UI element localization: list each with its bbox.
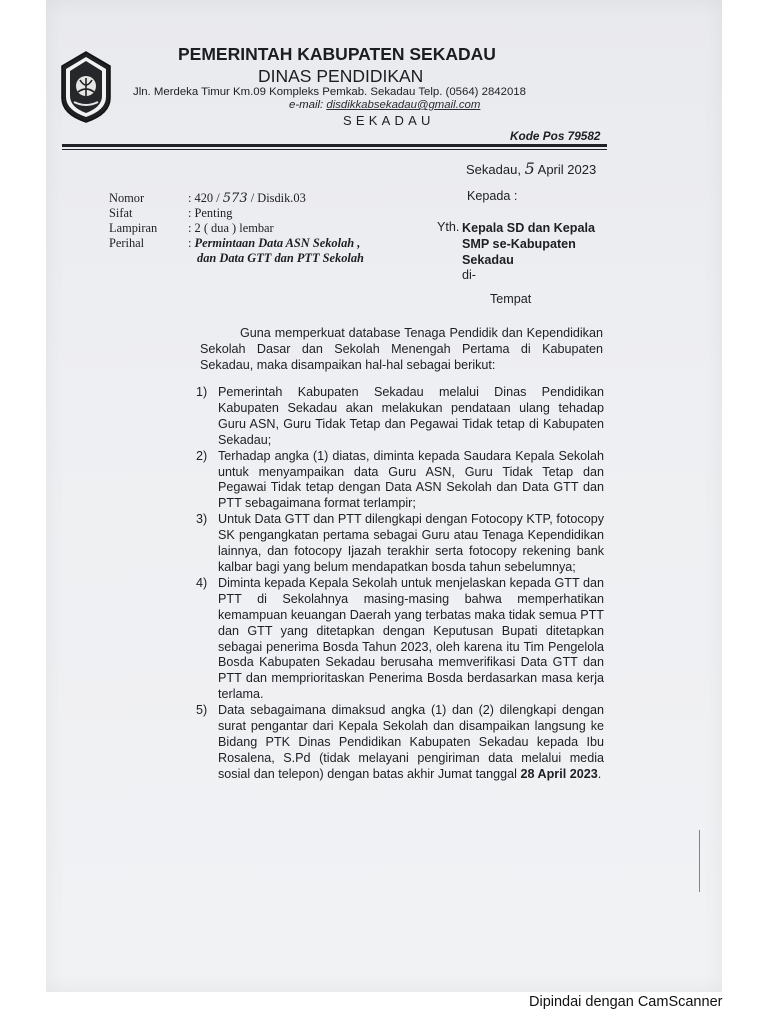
list-item bbox=[196, 449, 604, 513]
letterhead-email-line bbox=[289, 99, 480, 111]
scanned-letter-page bbox=[46, 0, 722, 992]
nomor-suffix: / Disdik.03 bbox=[250, 191, 306, 205]
recipient-kepada: Kepada : bbox=[467, 189, 518, 203]
meta-value: : 2 ( dua ) lembar bbox=[188, 221, 274, 235]
list-item-number: 4) bbox=[196, 575, 208, 590]
list-item-number: 5) bbox=[196, 703, 208, 718]
meta-label: Lampiran bbox=[109, 221, 158, 235]
regency-emblem-icon bbox=[60, 50, 112, 124]
list-item-end: . bbox=[597, 766, 602, 781]
date-day-handwritten: 5 bbox=[524, 159, 535, 178]
letter-date bbox=[466, 159, 596, 178]
date-prefix: Sekadau, bbox=[466, 162, 521, 177]
scanner-watermark-text: Dipindai dengan CamScanner bbox=[529, 994, 723, 1010]
body-intro-paragraph: Guna memperkuat database Tenaga Pendidik dan Kependidikan Sekolah Dasar dan Sekolah Menengah Pertama di Kabupaten Sekadau, maka disampaikan hal-hal sebagai berikut: bbox=[200, 326, 603, 372]
recipient-name: Kepala SD dan Kepala SMP se-Kabupaten Sekadau bbox=[462, 221, 595, 267]
meta-label: Sifat bbox=[109, 206, 133, 220]
list-item-text: Untuk Data GTT dan PTT dilengkapi dengan Fotocopy KTP, fotocopy SK pengangkatan pertama sebagai Guru atau Tenaga Kependidikan lainnya, dan fotocopy Ijazah terakhir serta fotocopy rekening bank kalbar bagi yang belum mendapatkan bosda tahun sebelumnya; bbox=[218, 512, 604, 574]
nomor-prefix: : 420 / bbox=[188, 191, 220, 205]
deadline-date: 28 April 2023 bbox=[520, 766, 598, 781]
meta-label: Nomor bbox=[109, 191, 145, 205]
perihal-line2: dan Data GTT dan PTT Sekolah bbox=[197, 251, 364, 265]
list-item-text: Data sebagaimana dimaksud angka (1) dan (2) dilengkapi dengan surat pengantar dari Kepala Sekolah dan disampaikan langsung ke Bidang PTK Dinas Pendidikan Kabupaten Sekadau kepada Ibu Rosalena, S.Pd (tidak melayani pengiriman data melalui media sosial dan telepon) dengan batas akhir Jumat tanggal bbox=[218, 703, 604, 781]
letterhead-address: Jln. Merdeka Timur Km.09 Kompleks Pemkab. Sekadau Telp. (0564) 2842018 bbox=[133, 86, 526, 98]
recipient-di: di- bbox=[462, 268, 476, 282]
letterhead-city: SEKADAU bbox=[343, 113, 435, 128]
letterhead-postcode: Kode Pos 79582 bbox=[510, 129, 601, 143]
date-month-year: April 2023 bbox=[537, 162, 597, 177]
list-item-text: Diminta kepada Kepala Sekolah untuk menjelaskan kepada GTT dan PTT di Sekolahnya masing-masing bahwa memperhatikan kemampuan keuangan Daerah yang terbatas maka tidak semua PTT dan GTT yang ditetapkan dengan Keputusan Bupati ditetapkan sebagai penerima Bosda Tahun 2023, oleh karena itu Tim Pengelola Bosda Kabupaten Sekadau berusaha memverifikasi Data GTT dan PTT dan memprioritaskan Penerima Bosda berdasarkan masa kerja terlama. bbox=[218, 575, 604, 702]
body-numbered-list bbox=[196, 385, 604, 783]
list-item-number: 1) bbox=[196, 385, 208, 399]
list-item bbox=[196, 385, 604, 449]
letterhead-office-name: DINAS PENDIDIKAN bbox=[258, 66, 424, 86]
recipient-yth: Yth. bbox=[437, 220, 460, 234]
letterhead-government-name: PEMERINTAH KABUPATEN SEKADAU bbox=[178, 44, 496, 64]
meta-value: : Permintaan Data ASN Sekolah , bbox=[188, 236, 361, 250]
letterhead-rule-thin bbox=[62, 149, 607, 150]
letterhead-email-label: e-mail: bbox=[289, 99, 324, 111]
letterhead-rule-thick bbox=[62, 144, 607, 147]
list-item-text: Pemerintah Kabupaten Sekadau melalui Dinas Pendidikan Kabupaten Sekadau akan melakukan pendataan ulang tehadap Guru ASN, Guru Tidak Tetap dan Pegawai Tidak tetap di Kabupaten Sekadau; bbox=[218, 385, 604, 447]
paper-edge-mark bbox=[699, 830, 700, 892]
letterhead-email: disdikkabsekadau@gmail.com bbox=[326, 99, 481, 111]
nomor-handwritten: 573 bbox=[222, 191, 248, 206]
meta-value: : Penting bbox=[188, 206, 233, 220]
perihal-line1: Permintaan Data ASN Sekolah , bbox=[194, 236, 361, 250]
meta-value bbox=[188, 191, 306, 206]
list-item-text: Terhadap angka (1) diatas, diminta kepada Saudara Kepala Sekolah untuk menyampaikan data Guru ASN, Guru Tidak Tetap dan Pegawai Tidak tetap dengan Data ASN Sekolah dan Data GTT dan PTT sebagaimana format terlampir; bbox=[218, 448, 604, 511]
list-item bbox=[196, 576, 604, 703]
list-item bbox=[196, 703, 604, 783]
recipient-tempat: Tempat bbox=[490, 292, 532, 306]
list-item bbox=[196, 512, 604, 576]
meta-label: Perihal bbox=[109, 236, 145, 250]
list-item-number: 2) bbox=[196, 448, 208, 463]
list-item-number: 3) bbox=[196, 512, 208, 527]
